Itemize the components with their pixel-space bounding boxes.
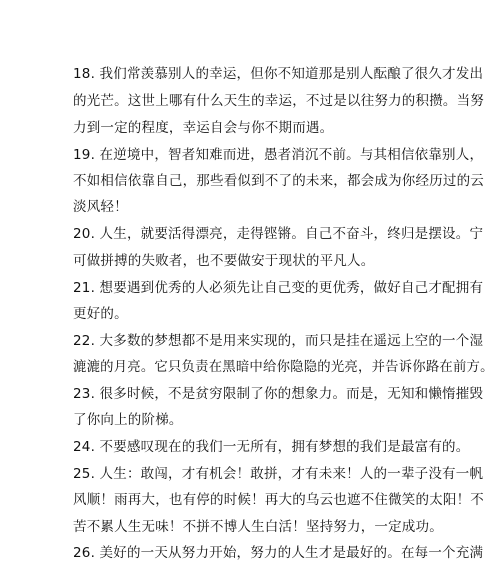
text-line: 风顺！雨再大，也有停的时候！再大的乌云也遮不住微笑的太阳！不 xyxy=(73,492,484,508)
text-line: 更好的。 xyxy=(73,306,128,322)
text-line: 可做拼搏的失败者，也不要做安于现状的平凡人。 xyxy=(73,253,375,269)
text-line: 漉漉的月亮。它只负责在黑暗中给你隐隐的光亮，并告诉你路在前方。 xyxy=(73,359,494,375)
text-line: 22. 大多数的梦想都不是用来实现的，而只是挂在遥远上空的一个湿 xyxy=(73,333,484,349)
text-line: 23. 很多时候，不是贫穷限制了你的想象力。而是，无知和懒惰摧毁 xyxy=(73,386,484,402)
text-line: 19. 在逆境中，智者知难而进，愚者消沉不前。与其相信依靠别人， xyxy=(73,147,484,163)
text-line: 20. 人生，就要活得漂亮，走得铿锵。自己不奋斗，终归是摆设。宁 xyxy=(73,226,484,242)
text-line: 26. 美好的一天从努力开始，努力的人生才是最好的。在每一个充满 xyxy=(73,545,484,561)
text-line: 24. 不要感叹现在的我们一无所有，拥有梦想的我们是最富有的。 xyxy=(73,439,470,455)
text-line: 25. 人生：敢闯，才有机会！敢拼，才有未来！人的一辈子没有一帆 xyxy=(73,466,484,482)
text-line: 淡风轻！ xyxy=(73,199,128,215)
text-line: 苦不累人生无味！不拼不博人生白活！坚持努力，一定成功。 xyxy=(73,519,443,535)
text-line: 了你向上的阶梯。 xyxy=(73,412,183,428)
text-line: 18. 我们常羡慕别人的幸运，但你不知道那是别人酝酿了很久才发出 xyxy=(73,66,484,82)
text-line: 力到一定的程度，幸运自会与你不期而遇。 xyxy=(73,120,334,136)
text-line: 21. 想要遇到优秀的人必须先让自己变的更优秀，做好自己才配拥有 xyxy=(73,280,484,296)
text-line: 不如相信依靠自己，那些看似到不了的未来，都会成为你经历过的云 xyxy=(73,173,484,189)
text-line: 的光芒。这世上哪有什么天生的幸运，不过是以往努力的积攒。当努 xyxy=(73,93,484,109)
